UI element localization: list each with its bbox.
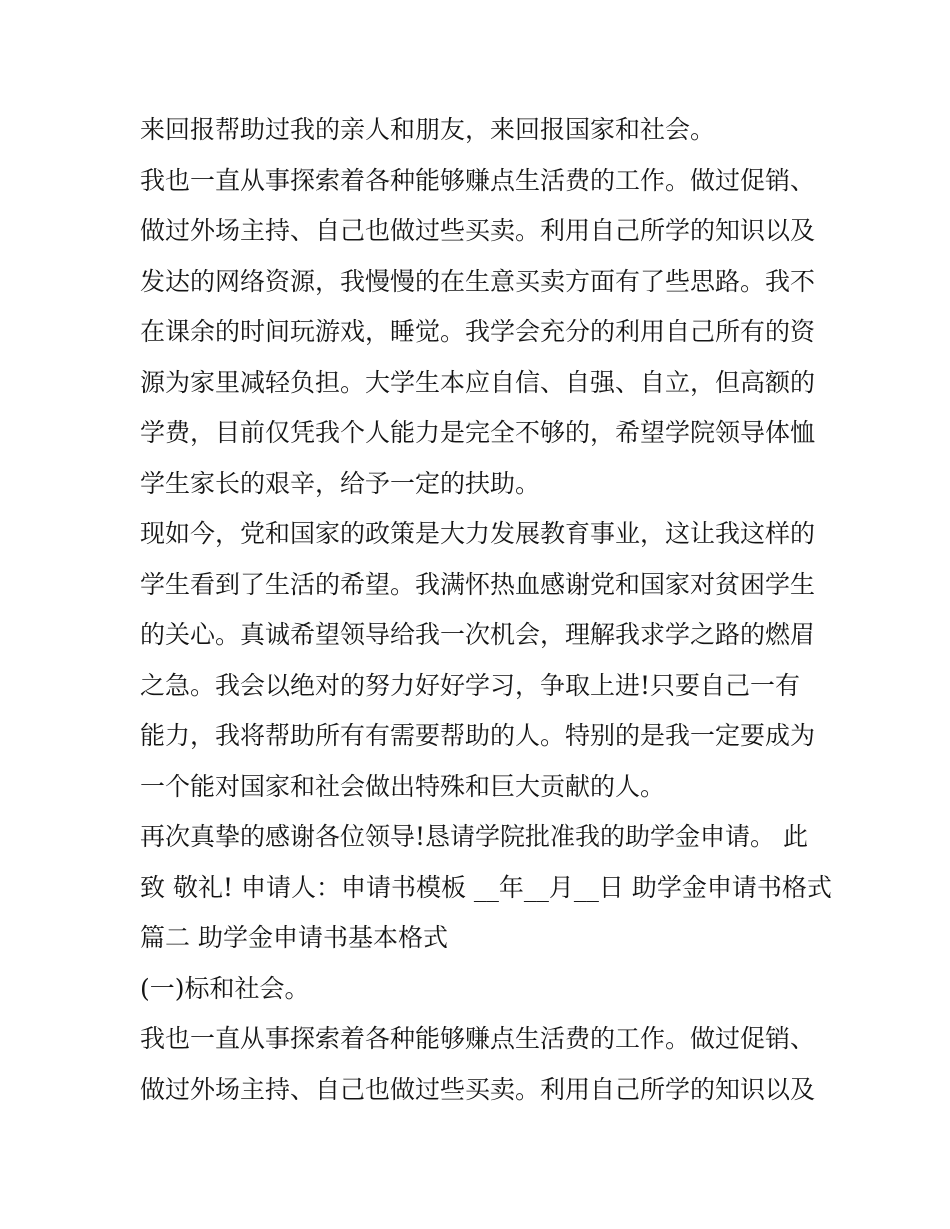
text-line: 现如今，党和国家的政策是大力发展教育事业，这让我这样的 [140, 519, 816, 548]
text-line: 学费，目前仅凭我个人能力是完全不够的，希望学院领导体恤 [140, 418, 816, 447]
text-line: 一个能对国家和社会做出特殊和巨大贡献的人。 [140, 772, 666, 801]
text-line: 之急。我会以绝对的努力好好学习，争取上进!只要自己一有 [140, 671, 801, 700]
text-line: 我也一直从事探索着各种能够赚点生活费的工作。做过促销、 [140, 166, 816, 195]
text-line: 我也一直从事探索着各种能够赚点生活费的工作。做过促销、 [140, 1024, 816, 1053]
text-line: 来回报帮助过我的亲人和朋友，来回报国家和社会。 [140, 115, 716, 144]
text-line: 学生看到了生活的希望。我满怀热血感谢党和国家对贫困学生 [140, 570, 816, 599]
text-line: 篇二 助学金申请书基本格式 [140, 923, 448, 952]
text-line: 在课余的时间玩游戏，睡觉。我学会充分的利用自己所有的资 [140, 317, 816, 346]
text-line: 发达的网络资源，我慢慢的在生意买卖方面有了些思路。我不 [140, 267, 816, 296]
text-line: 致 敬礼! 申请人：申请书模板 __年__月__日 助学金申请书格式 [140, 873, 832, 902]
text-line: 做过外场主持、自己也做过些买卖。利用自己所学的知识以及 [140, 216, 816, 245]
text-line: 再次真挚的感谢各位领导!恳请学院批准我的助学金申请。 此 [140, 822, 808, 851]
text-line: 学生家长的艰辛，给予一定的扶助。 [140, 469, 541, 498]
text-line: 源为家里减轻负担。大学生本应自信、自强、自立，但高额的 [140, 368, 816, 397]
text-line: (一)标和社会。 [140, 974, 310, 1003]
text-line: 做过外场主持、自己也做过些买卖。利用自己所学的知识以及 [140, 1075, 816, 1104]
text-line: 的关心。真诚希望领导给我一次机会，理解我求学之路的燃眉 [140, 620, 816, 649]
text-line: 能力，我将帮助所有有需要帮助的人。特别的是我一定要成为 [140, 721, 816, 750]
